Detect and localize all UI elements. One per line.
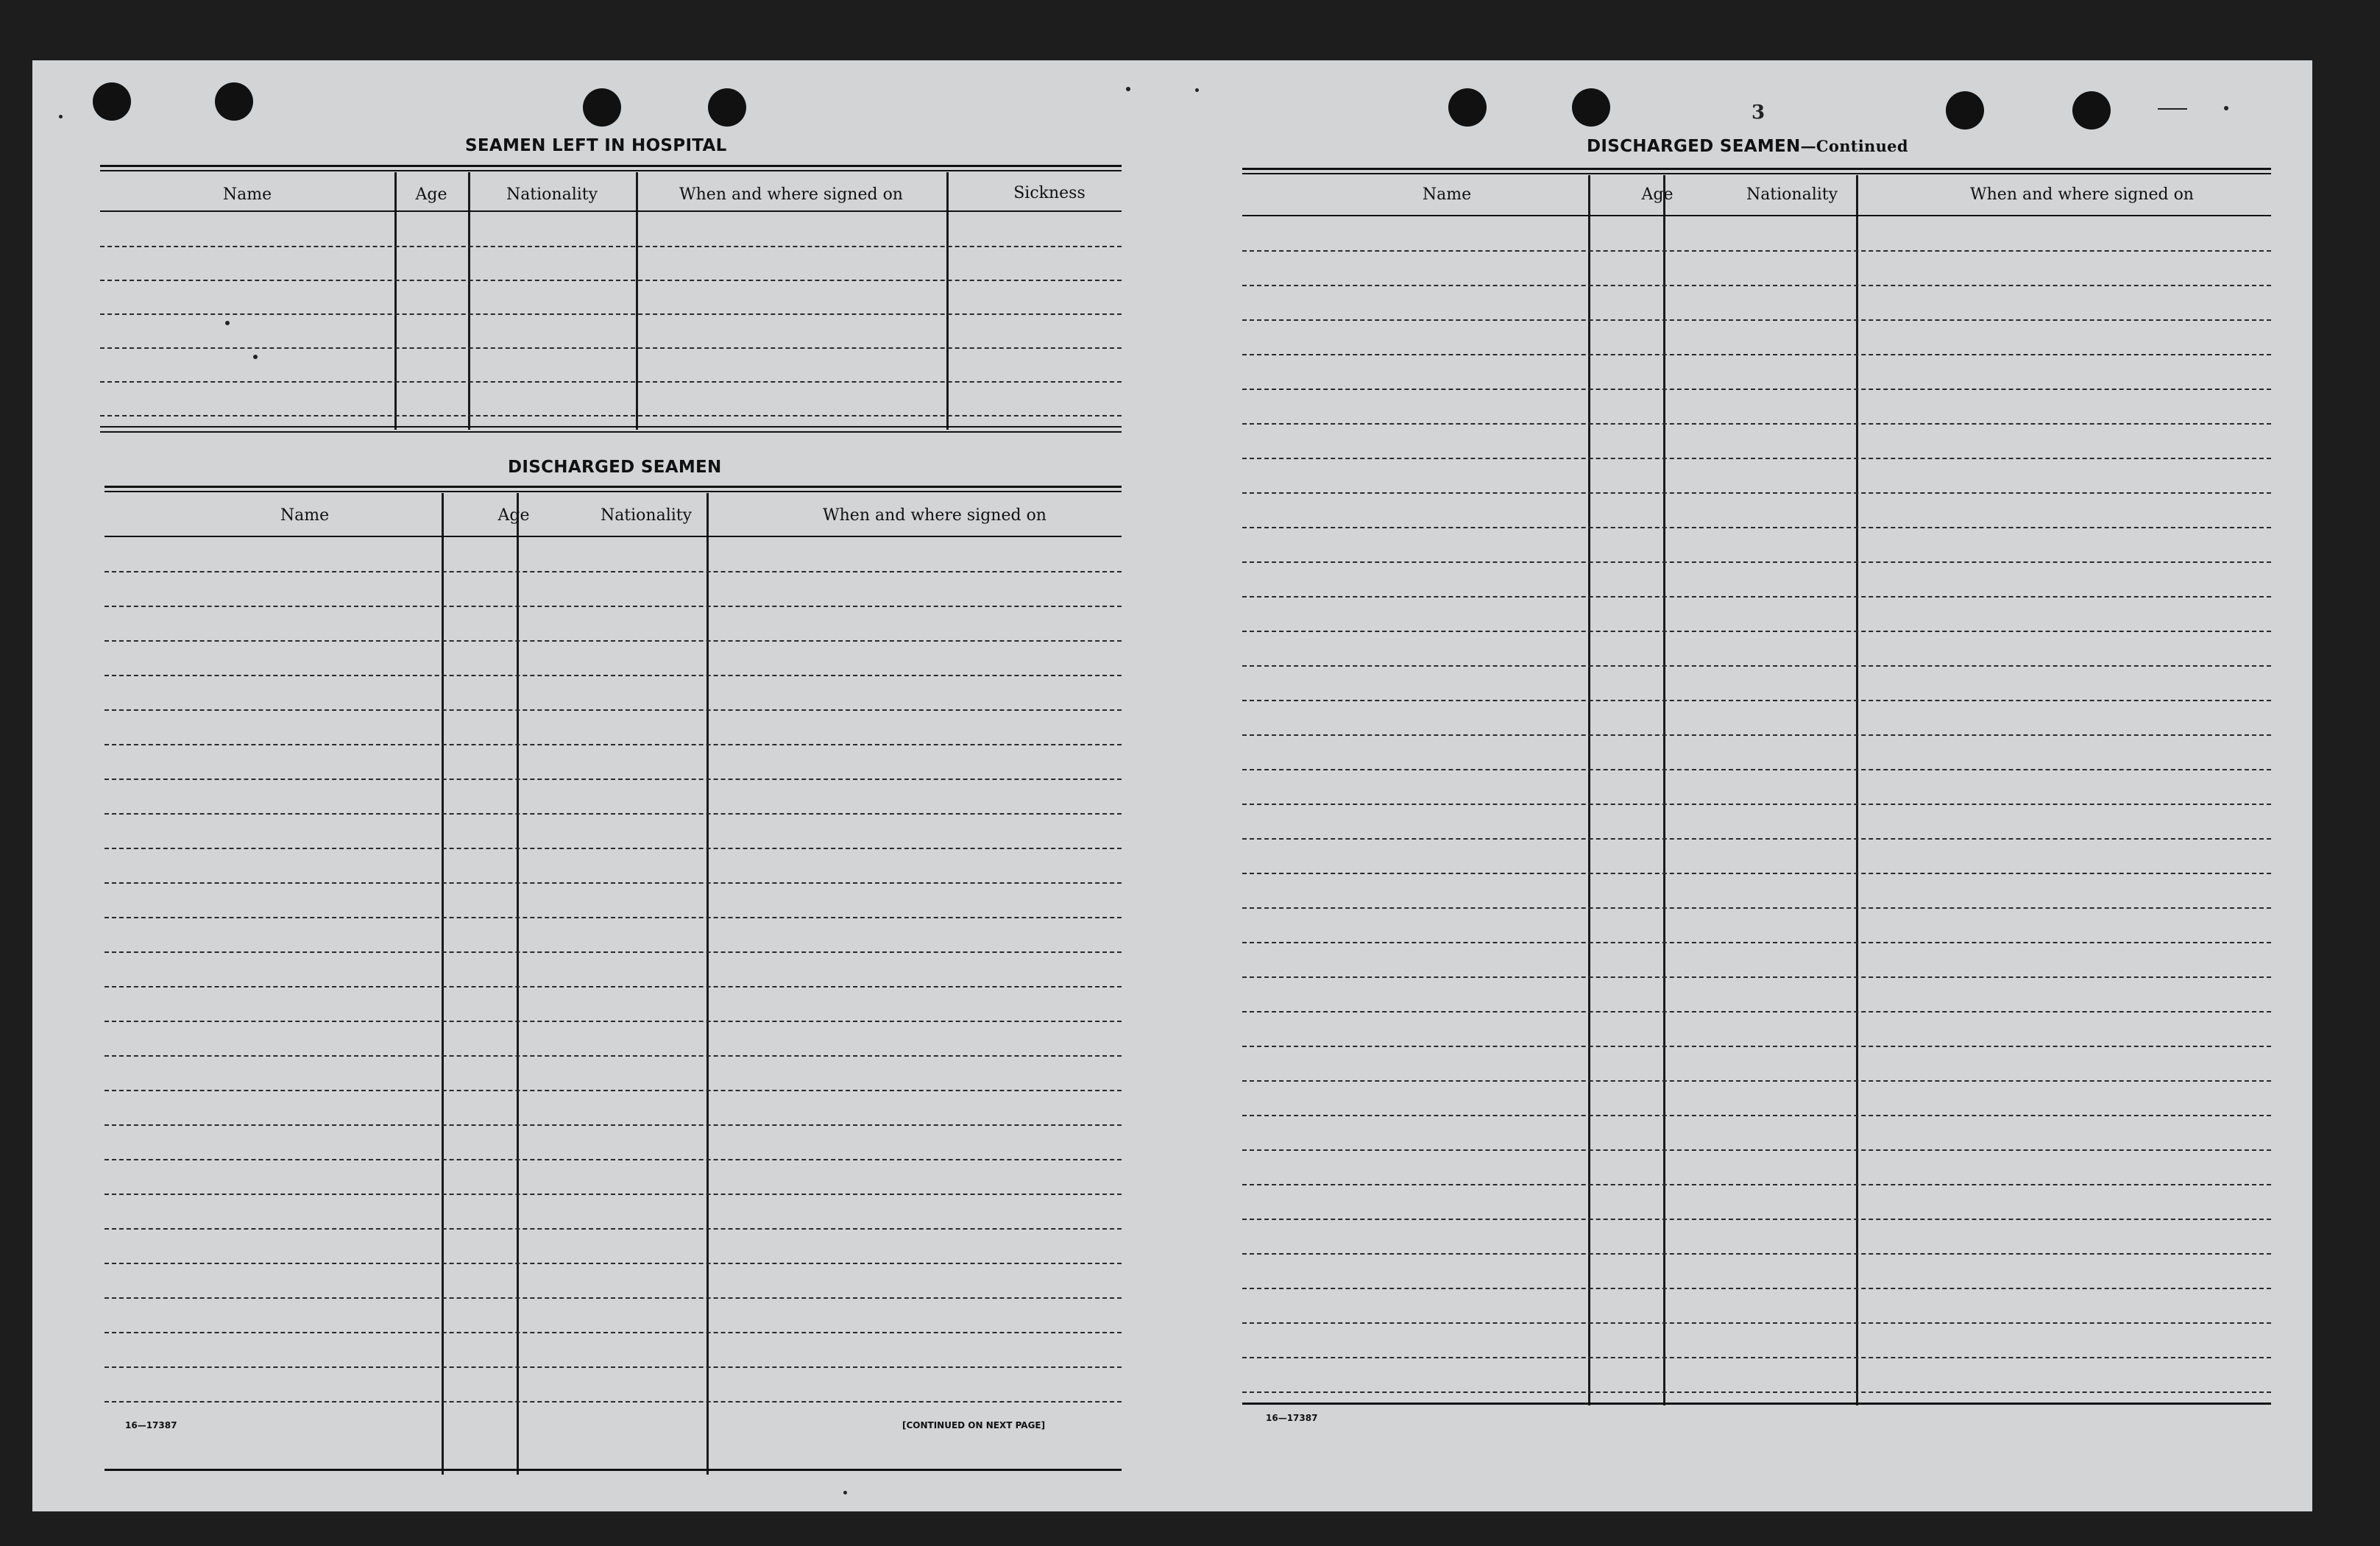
hospital-table-title: SEAMEN LEFT IN HOSPITAL bbox=[465, 136, 727, 155]
form-row-line bbox=[100, 246, 1122, 247]
column-header-name: Name bbox=[1422, 185, 1472, 204]
speck bbox=[843, 1491, 847, 1494]
form-row-line bbox=[105, 917, 1122, 918]
column-header-when-where: When and where signed on bbox=[1970, 185, 2194, 204]
column-divider bbox=[1856, 175, 1858, 1405]
form-row-line bbox=[105, 986, 1122, 987]
form-row-line bbox=[105, 571, 1122, 572]
bottom-rule bbox=[1242, 1403, 2271, 1405]
form-row-line bbox=[105, 1159, 1122, 1160]
header-rule bbox=[1242, 215, 2271, 216]
form-row-line bbox=[1242, 976, 2271, 978]
form-row-line bbox=[1242, 596, 2271, 598]
form-row-line bbox=[105, 813, 1122, 815]
form-row-line bbox=[1242, 1288, 2271, 1289]
top-rule bbox=[105, 486, 1122, 488]
form-row-line bbox=[100, 347, 1122, 349]
top-rule bbox=[100, 165, 1122, 167]
form-row-line bbox=[105, 744, 1122, 745]
form-row-line bbox=[1242, 250, 2271, 252]
top-rule-inner bbox=[105, 491, 1122, 492]
form-row-line bbox=[105, 779, 1122, 780]
form-row-line bbox=[1242, 319, 2271, 321]
form-row-line bbox=[105, 1124, 1122, 1126]
form-row-line bbox=[1242, 873, 2271, 874]
form-row-line bbox=[105, 1332, 1122, 1333]
top-rule bbox=[1242, 168, 2271, 170]
form-row-line bbox=[100, 280, 1122, 281]
form-row-line bbox=[1242, 1219, 2271, 1220]
form-row-line bbox=[1242, 942, 2271, 943]
column-header-age: Age bbox=[1641, 185, 1674, 204]
scanned-form-page bbox=[32, 60, 2312, 1511]
hospital-table bbox=[100, 165, 1122, 437]
speck bbox=[2158, 108, 2187, 110]
punch-hole bbox=[93, 82, 131, 121]
punch-hole bbox=[583, 88, 621, 127]
form-row-line bbox=[105, 1055, 1122, 1057]
form-row-line bbox=[1242, 769, 2271, 770]
discharged-table-title: DISCHARGED SEAMEN bbox=[508, 458, 722, 477]
form-row-line bbox=[1242, 354, 2271, 355]
discharged-continued-table bbox=[1242, 168, 2271, 1408]
form-row-line bbox=[1242, 423, 2271, 425]
bottom-rule bbox=[105, 1469, 1122, 1471]
form-row-line bbox=[1242, 804, 2271, 805]
form-row-line bbox=[105, 709, 1122, 711]
form-row-line bbox=[105, 1263, 1122, 1264]
form-row-line bbox=[1242, 1391, 2271, 1393]
form-row-line bbox=[100, 381, 1122, 383]
form-row-line bbox=[1242, 492, 2271, 494]
column-header-name: Name bbox=[222, 185, 272, 204]
top-rule-inner bbox=[1242, 173, 2271, 174]
punch-hole bbox=[2072, 91, 2111, 130]
form-row-line bbox=[1242, 1080, 2271, 1082]
form-row-line bbox=[1242, 734, 2271, 736]
form-row-line bbox=[1242, 1322, 2271, 1324]
form-row-line bbox=[1242, 1011, 2271, 1013]
form-row-line bbox=[105, 882, 1122, 884]
form-number: 16—17387 bbox=[125, 1420, 177, 1430]
column-header-sickness: Sickness bbox=[1013, 184, 1085, 202]
discharged-continued-title bbox=[1587, 137, 1908, 156]
bottom-rule bbox=[100, 426, 1122, 428]
form-row-line bbox=[100, 415, 1122, 416]
form-row-line bbox=[1242, 1115, 2271, 1116]
form-row-line bbox=[1242, 1184, 2271, 1185]
speck bbox=[2224, 106, 2228, 110]
form-row-line bbox=[1242, 527, 2271, 528]
bottom-rule-inner bbox=[100, 431, 1122, 433]
form-row-line bbox=[105, 1297, 1122, 1299]
header-rule bbox=[100, 210, 1122, 212]
column-divider bbox=[1663, 175, 1665, 1405]
form-row-line bbox=[105, 1090, 1122, 1091]
form-row-line bbox=[1242, 561, 2271, 563]
form-row-line bbox=[105, 1228, 1122, 1230]
form-row-line bbox=[100, 313, 1122, 315]
form-row-line bbox=[1242, 1253, 2271, 1255]
column-header-nationality: Nationality bbox=[506, 185, 598, 204]
column-header-nationality: Nationality bbox=[600, 506, 693, 525]
form-row-line bbox=[1242, 838, 2271, 840]
page-number: 3 bbox=[1752, 102, 1765, 124]
form-row-line bbox=[105, 951, 1122, 953]
punch-hole bbox=[1572, 88, 1610, 127]
punch-hole bbox=[1946, 91, 1984, 130]
form-row-line bbox=[105, 848, 1122, 849]
form-row-line bbox=[1242, 458, 2271, 459]
form-row-line bbox=[1242, 907, 2271, 909]
column-header-age: Age bbox=[497, 506, 530, 525]
punch-hole bbox=[708, 88, 746, 127]
speck bbox=[1195, 88, 1199, 92]
form-row-line bbox=[105, 675, 1122, 676]
form-row-line bbox=[1242, 1357, 2271, 1358]
title-suffix: —Continued bbox=[1800, 137, 1908, 155]
form-row-line bbox=[1242, 700, 2271, 701]
form-row-line bbox=[1242, 665, 2271, 667]
form-row-line bbox=[105, 606, 1122, 607]
form-row-line bbox=[105, 640, 1122, 642]
column-header-when-where: When and where signed on bbox=[823, 506, 1046, 525]
form-row-line bbox=[1242, 285, 2271, 286]
form-row-line bbox=[105, 1366, 1122, 1368]
column-header-age: Age bbox=[415, 185, 447, 204]
speck bbox=[1126, 87, 1130, 91]
column-header-name: Name bbox=[280, 506, 330, 525]
form-number: 16—17387 bbox=[1266, 1413, 1318, 1423]
title-main: DISCHARGED SEAMEN bbox=[1587, 137, 1801, 156]
form-row-line bbox=[105, 1194, 1122, 1195]
column-divider bbox=[1588, 175, 1590, 1405]
column-header-nationality: Nationality bbox=[1746, 185, 1838, 204]
column-header-when-where: When and where signed on bbox=[679, 185, 903, 204]
top-rule-inner bbox=[100, 170, 1122, 171]
form-row-line bbox=[1242, 1046, 2271, 1047]
punch-hole bbox=[215, 82, 253, 121]
form-row-line bbox=[1242, 1149, 2271, 1151]
punch-hole bbox=[1448, 88, 1487, 127]
form-row-line bbox=[105, 1021, 1122, 1022]
speck bbox=[59, 115, 63, 118]
continued-note: [CONTINUED ON NEXT PAGE] bbox=[902, 1420, 1046, 1430]
form-row-line bbox=[1242, 389, 2271, 390]
discharged-table bbox=[105, 486, 1122, 1476]
form-row-line bbox=[105, 1401, 1122, 1403]
header-rule bbox=[105, 536, 1122, 537]
form-row-line bbox=[1242, 631, 2271, 632]
